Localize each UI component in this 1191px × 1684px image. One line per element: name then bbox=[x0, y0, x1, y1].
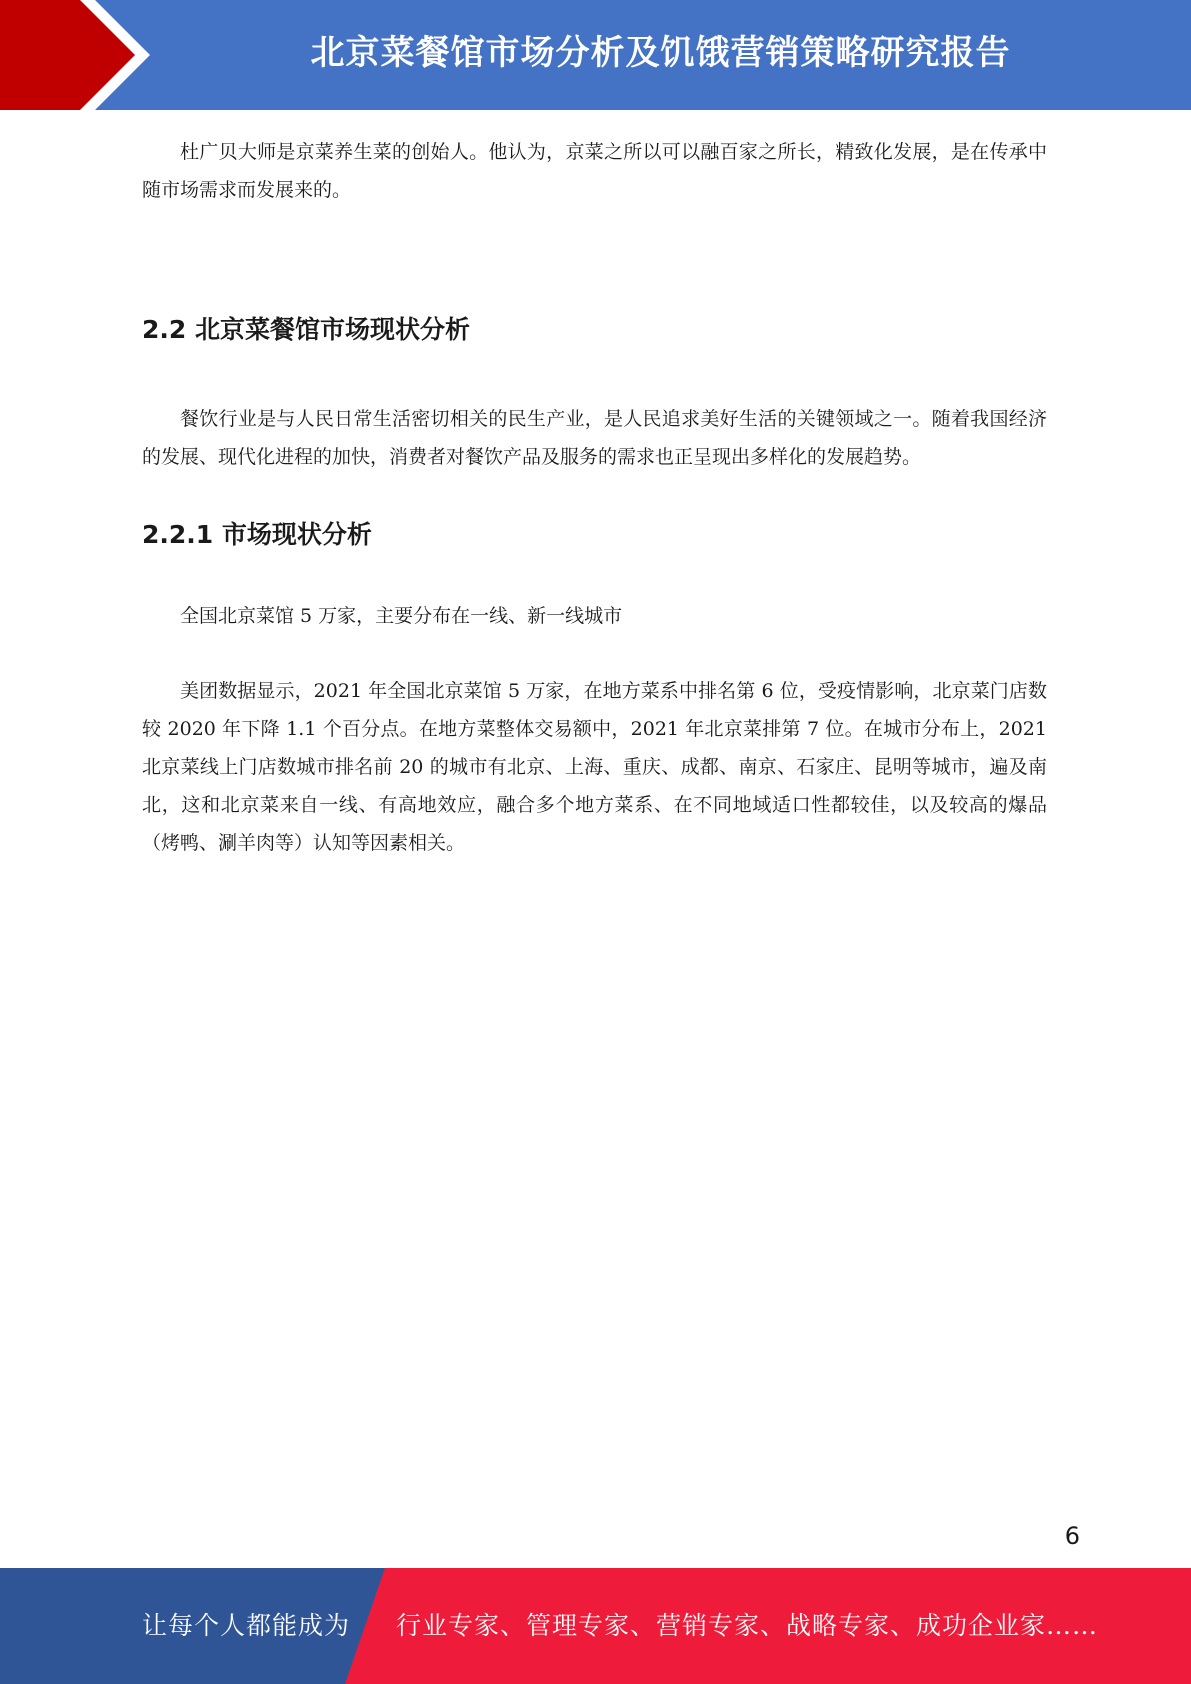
report-title: 北京菜餐馆市场分析及饥饿营销策略研究报告 bbox=[310, 33, 1011, 73]
section-heading-2-2: 2.2 北京菜餐馆市场现状分析 bbox=[142, 315, 470, 344]
paragraph-meituan-data: 美团数据显示，2021 年全国北京菜馆 5 万家，在地方菜系中排名第 6 位，受疫情影响，北京菜门店数较 2020 年下降 1.1 个百分点。在地方菜整体交易额中，2021 年北京菜排第 7 位。在城市分布上，2021 北京菜线上门店数城市排名前 20 的城市有北京、上海、重庆、成都、南京、石家庄、昆明等城市，遍及南北，这和北京菜来自一线、有高地效应，融合多个地方菜系、在不同地域适口性都较佳，以及较高的爆品（烤鸭、涮羊肉等）认知等因素相关。 bbox=[142, 680, 1047, 854]
page-number: 6 bbox=[1064, 1522, 1080, 1550]
footer-banner bbox=[0, 1568, 1191, 1684]
header-red-chevron bbox=[0, 0, 150, 110]
footer-slogan-right: 行业专家、管理专家、营销专家、战略专家、成功企业家…… bbox=[396, 1611, 1099, 1640]
paragraph-intro: 杜广贝大师是京菜养生菜的创始人。他认为，京菜之所以可以融百家之所长，精致化发展，是在传承中随市场需求而发展来的。 bbox=[142, 141, 1047, 201]
document-body bbox=[142, 133, 1047, 862]
section-heading-2-2-1: 2.2.1 市场现状分析 bbox=[142, 520, 372, 549]
paragraph-summary: 全国北京菜馆 5 万家，主要分布在一线、新一线城市 bbox=[180, 605, 623, 627]
footer-slogan-left: 让每个人都能成为 bbox=[142, 1611, 351, 1640]
paragraph-2-2: 餐饮行业是与人民日常生活密切相关的民生产业，是人民追求美好生活的关键领域之一。随着我国经济的发展、现代化进程的加快，消费者对餐饮产品及服务的需求也正呈现出多样化的发展趋势。 bbox=[142, 408, 1047, 468]
header-banner bbox=[0, 0, 1191, 110]
